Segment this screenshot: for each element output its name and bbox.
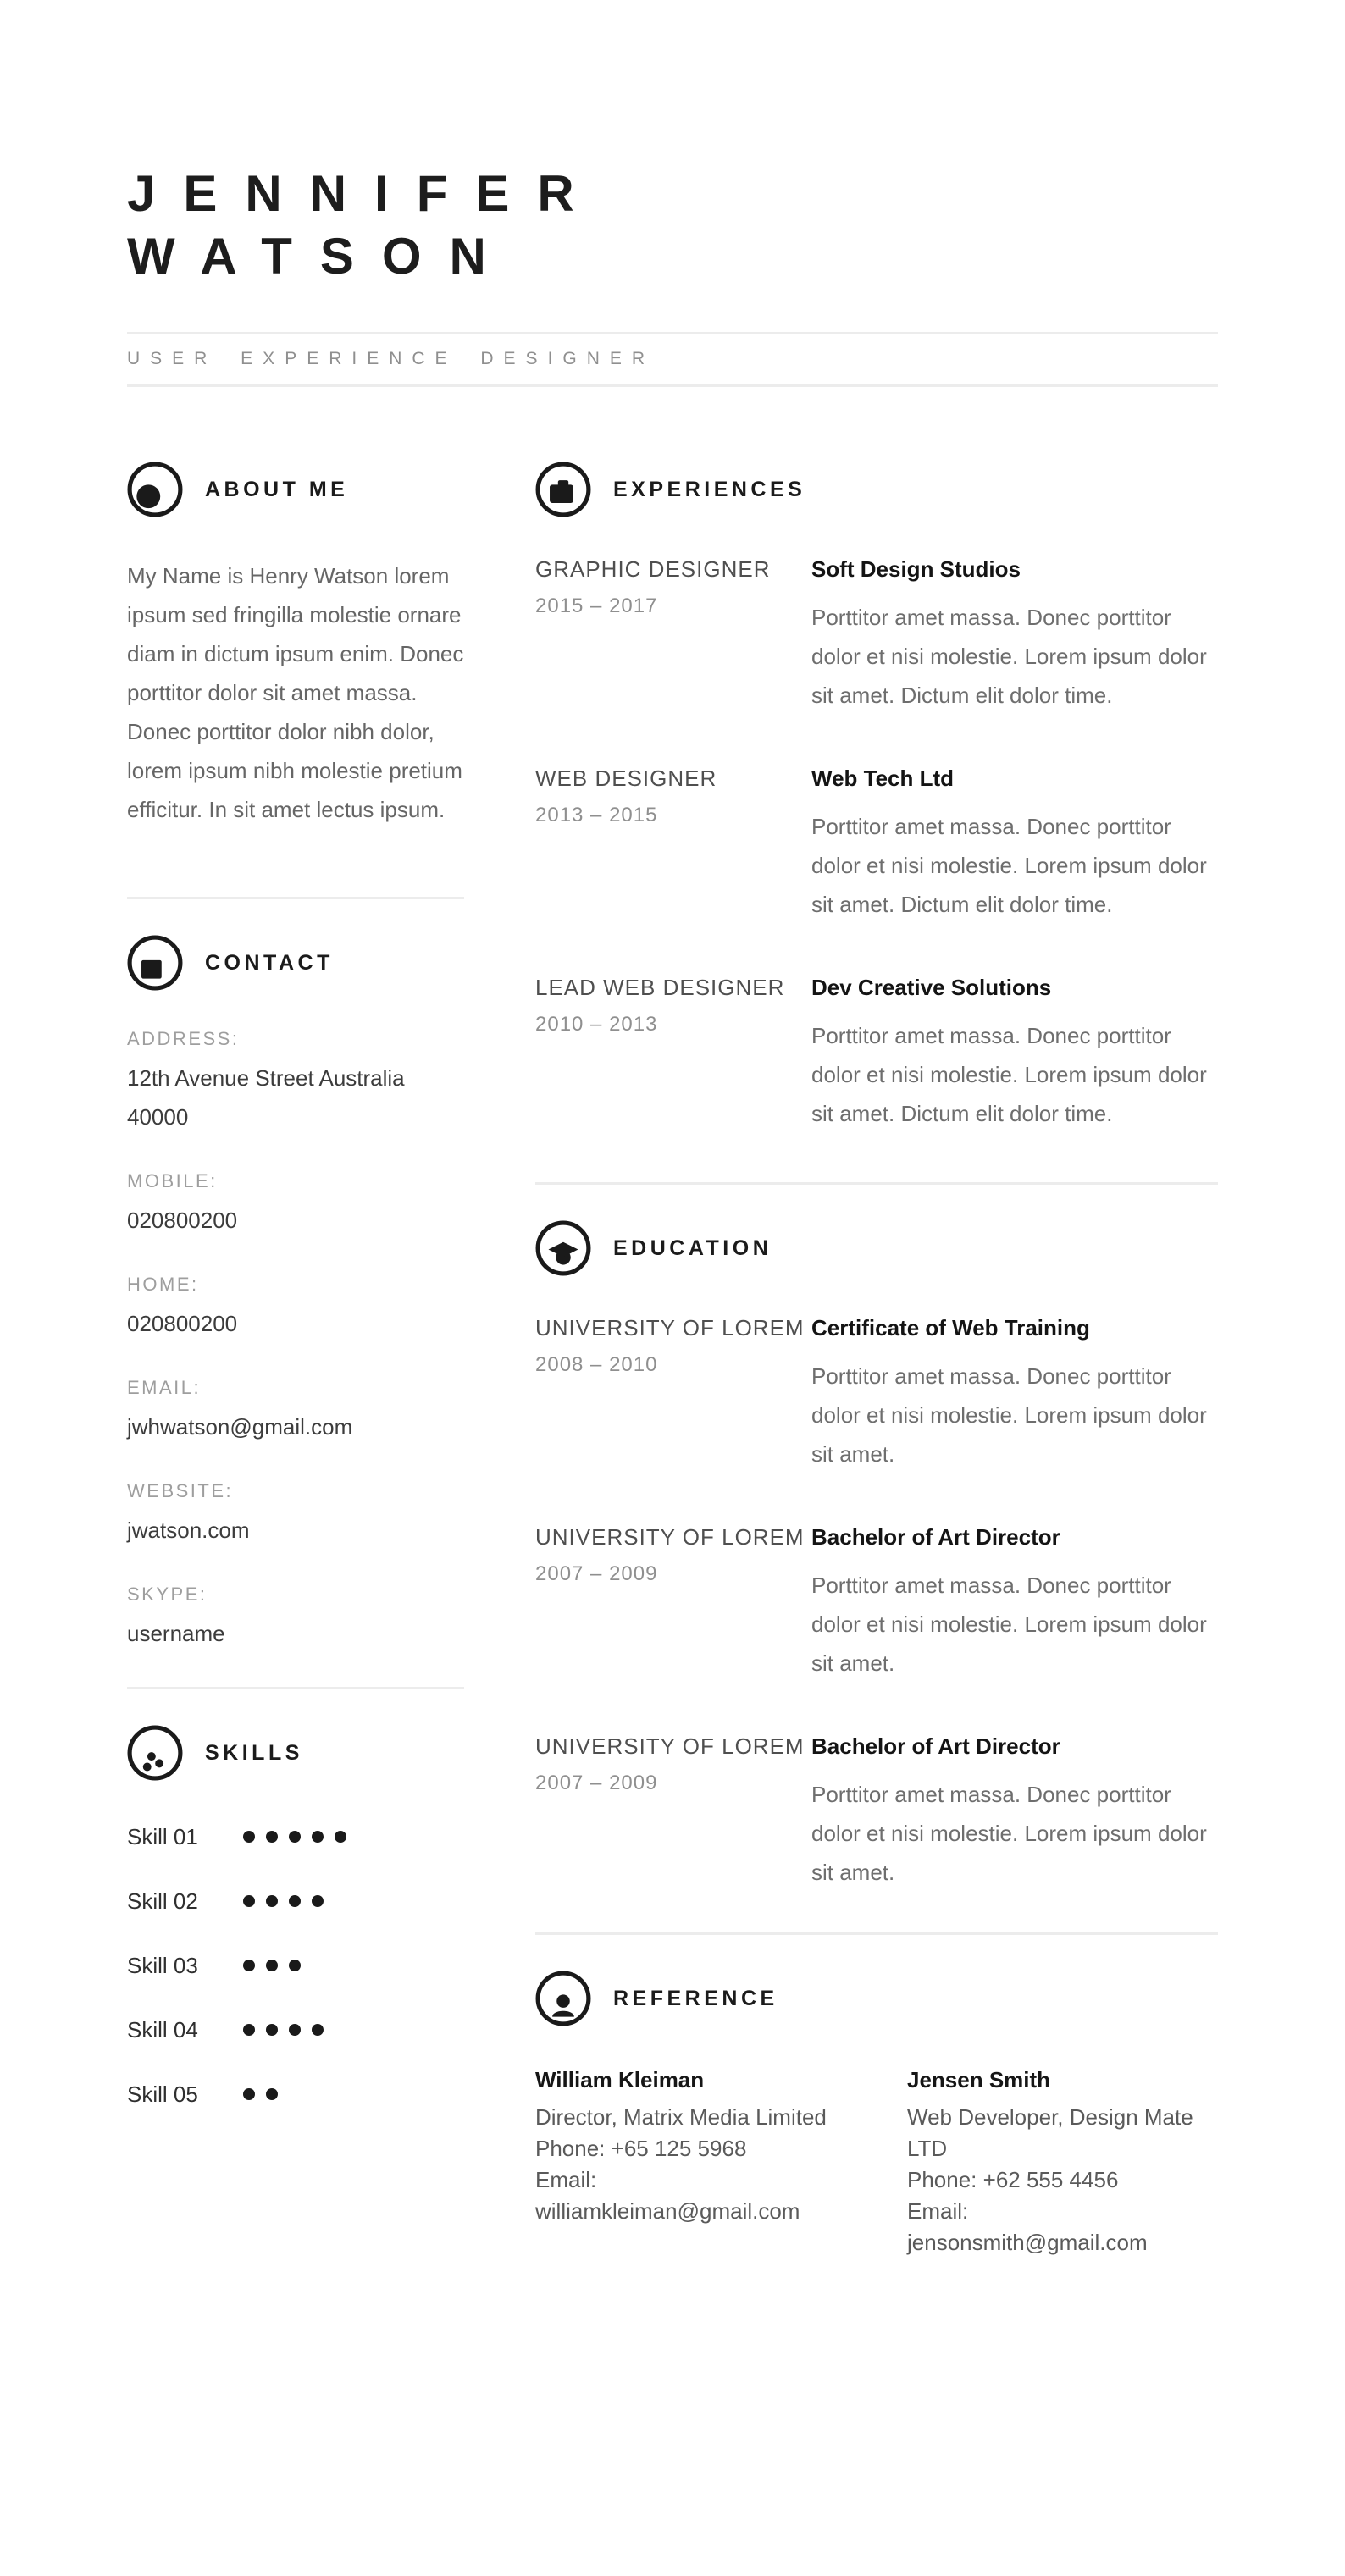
education-detail: [811, 1524, 1218, 1683]
education-item: [535, 1315, 1218, 1473]
education-school: UNIVERSITY OF LOREM: [535, 1315, 805, 1341]
reference-name: William Kleiman: [535, 2067, 705, 2092]
education-period: 2007 – 2009: [535, 1772, 658, 1794]
experience-period: 2013 – 2015: [535, 804, 658, 826]
experiences-section-header: [535, 462, 1218, 517]
experience-company: Dev Creative Solutions: [811, 975, 1052, 1000]
experience-company: Soft Design Studios: [811, 556, 1021, 582]
contact-item-website: [127, 1480, 464, 1550]
reference-role: Director, Matrix Media Limited: [535, 2104, 827, 2130]
education-school: UNIVERSITY OF LOREM: [535, 1524, 805, 1550]
person-last-name: WATSON: [127, 228, 514, 285]
graduation-cap-icon: [535, 1220, 591, 1276]
skill-level-dots: [243, 1831, 346, 1843]
contact-item-email: [127, 1377, 464, 1446]
education-meta: [535, 1315, 811, 1473]
reference-item: [907, 2067, 1218, 2258]
skill-level-dots: [243, 1895, 324, 1907]
reference-section-title: REFERENCE: [613, 1986, 778, 2010]
education-meta: [535, 1524, 811, 1683]
contact-label: EMAIL:: [127, 1377, 202, 1398]
contact-value: 020800200: [127, 1311, 238, 1336]
skill-row: [127, 1888, 464, 1915]
skill-name: Skill 03: [127, 1952, 198, 1978]
reference-role: Web Developer, Design Mate LTD: [907, 2104, 1193, 2161]
contact-section-header: [127, 935, 464, 991]
reference-section-header: [535, 1971, 1218, 2026]
experience-company: Web Tech Ltd: [811, 766, 955, 791]
reference-email: williamkleiman@gmail.com: [535, 2198, 800, 2224]
contact-section-title: CONTACT: [205, 950, 334, 975]
job-title-band: [127, 332, 1218, 387]
skill-name: Skill 02: [127, 1888, 198, 1914]
contact-label: WEBSITE:: [127, 1480, 234, 1501]
education-detail: [811, 1315, 1218, 1473]
contact-item-mobile: [127, 1170, 464, 1240]
education-period: 2008 – 2010: [535, 1353, 658, 1376]
experience-item: [535, 975, 1218, 1133]
experience-item: [535, 556, 1218, 715]
square-circle-icon: [127, 935, 183, 991]
skill-name: Skill 05: [127, 2081, 198, 2107]
contact-value: 12th Avenue Street Australia 40000: [127, 1065, 405, 1130]
experience-role: WEB DESIGNER: [535, 766, 717, 791]
skills-list: [127, 1823, 464, 2108]
contact-label: MOBILE:: [127, 1170, 218, 1191]
education-meta: [535, 1733, 811, 1892]
reference-item: [535, 2067, 907, 2258]
experience-description: Porttitor amet massa. Donec porttitor dolor et nisi molestie. Lorem ipsum dolor sit amet. Dictum elit dolor time.: [811, 1023, 1207, 1126]
experiences-section-title: EXPERIENCES: [613, 477, 806, 501]
person-name: [127, 163, 1218, 288]
contact-label: HOME:: [127, 1274, 199, 1295]
contact-value: 020800200: [127, 1208, 238, 1233]
person-first-name: JENNIFER: [127, 165, 602, 222]
experience-role: GRAPHIC DESIGNER: [535, 556, 771, 582]
experience-detail: [811, 556, 1218, 715]
experience-detail: [811, 975, 1218, 1133]
education-description: Porttitor amet massa. Donec porttitor dolor et nisi molestie. Lorem ipsum dolor sit amet.: [811, 1573, 1207, 1676]
reference-name: Jensen Smith: [907, 2067, 1051, 2092]
contact-item-skype: [127, 1584, 464, 1653]
contact-list: [127, 1028, 464, 1653]
contact-item-home: [127, 1274, 464, 1343]
experience-role: LEAD WEB DESIGNER: [535, 975, 785, 1000]
education-item: [535, 1524, 1218, 1683]
right-divider-1: [535, 1182, 1218, 1185]
contact-label: SKYPE:: [127, 1584, 208, 1605]
education-degree: Bachelor of Art Director: [811, 1733, 1060, 1759]
content-columns: [127, 462, 1218, 2258]
experience-meta: [535, 975, 811, 1133]
reference-phone: Phone: +62 555 4456: [907, 2167, 1119, 2192]
contact-item-address: [127, 1028, 464, 1136]
skill-level-dots: [243, 2024, 324, 2036]
skill-name: Skill 04: [127, 2016, 198, 2043]
left-divider-1: [127, 897, 464, 899]
skills-section-header: [127, 1725, 464, 1781]
skill-row: [127, 2016, 464, 2043]
left-column: [127, 462, 464, 2145]
experience-description: Porttitor amet massa. Donec porttitor dolor et nisi molestie. Lorem ipsum dolor sit amet. Dictum elit dolor time.: [811, 605, 1207, 708]
skill-row: [127, 2081, 464, 2108]
skill-level-dots: [243, 2088, 278, 2100]
job-title: USER EXPERIENCE DESIGNER: [127, 349, 656, 368]
contact-label: ADDRESS:: [127, 1028, 240, 1049]
education-detail: [811, 1733, 1218, 1892]
experience-period: 2010 – 2013: [535, 1013, 658, 1036]
right-divider-2: [535, 1932, 1218, 1935]
education-section-header: [535, 1220, 1218, 1276]
experience-list: [535, 556, 1218, 1133]
education-degree: Certificate of Web Training: [811, 1315, 1090, 1341]
experience-meta: [535, 556, 811, 715]
about-section-title: ABOUT ME: [205, 477, 349, 501]
skill-name: Skill 01: [127, 1823, 198, 1849]
reference-email-label: Email:: [535, 2167, 597, 2192]
reference-email: jensonsmith@gmail.com: [907, 2230, 1148, 2255]
education-description: Porttitor amet massa. Donec porttitor dolor et nisi molestie. Lorem ipsum dolor sit amet.: [811, 1363, 1207, 1467]
skill-row: [127, 1823, 464, 1850]
right-column: [535, 462, 1218, 2258]
skills-section-title: SKILLS: [205, 1740, 303, 1765]
about-section-header: [127, 462, 464, 517]
contact-value: jwatson.com: [127, 1517, 250, 1543]
education-section-title: EDUCATION: [613, 1235, 772, 1260]
experience-period: 2015 – 2017: [535, 594, 658, 617]
header: [127, 163, 1218, 387]
experience-detail: [811, 766, 1218, 924]
skill-row: [127, 1952, 464, 1979]
education-item: [535, 1733, 1218, 1892]
reference-email-label: Email:: [907, 2198, 969, 2224]
education-description: Porttitor amet massa. Donec porttitor dolor et nisi molestie. Lorem ipsum dolor sit amet.: [811, 1782, 1207, 1885]
experience-description: Porttitor amet massa. Donec porttitor dolor et nisi molestie. Lorem ipsum dolor sit amet. Dictum elit dolor time.: [811, 814, 1207, 917]
contact-value: username: [127, 1621, 225, 1646]
dot-circle-icon: [127, 462, 183, 517]
skill-level-dots: [243, 1960, 301, 1971]
reference-phone: Phone: +65 125 5968: [535, 2136, 747, 2161]
education-school: UNIVERSITY OF LOREM: [535, 1733, 805, 1759]
experience-item: [535, 766, 1218, 924]
about-text: My Name is Henry Watson lorem ipsum sed fringilla molestie ornare diam in dictum ipsum enim. Donec porttitor dolor sit amet massa. Donec porttitor dolor nibh dolor, lorem ipsum nibh molestie pretium efficitur. In sit amet lectus ipsum.: [127, 563, 464, 822]
experience-meta: [535, 766, 811, 924]
briefcase-icon: [535, 462, 591, 517]
dots-circle-icon: [127, 1725, 183, 1781]
contact-value: jwhwatson@gmail.com: [127, 1414, 353, 1440]
left-divider-2: [127, 1687, 464, 1689]
education-degree: Bachelor of Art Director: [811, 1524, 1060, 1550]
education-period: 2007 – 2009: [535, 1562, 658, 1585]
education-list: [535, 1315, 1218, 1892]
reference-list: [535, 2067, 1218, 2258]
person-icon: [535, 1971, 591, 2026]
